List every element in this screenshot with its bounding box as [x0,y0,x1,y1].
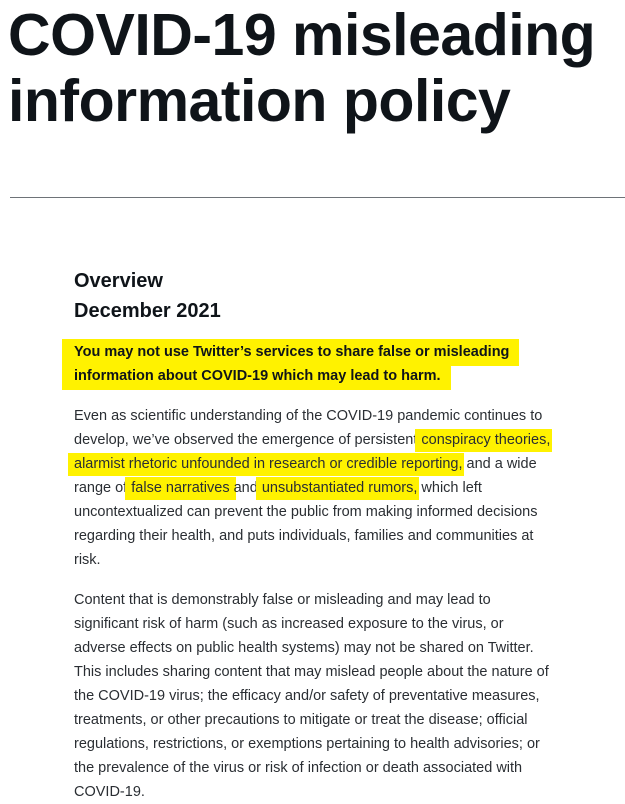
overview-heading [74,266,554,326]
overview-date: December 2021 [74,300,221,322]
policy-content [74,266,554,804]
paragraph-text: , which left uncontextualized can prevent the public from making informed decisions regarding their health, and puts individuals, families and communities at risk. [74,480,538,568]
highlighted-summary: You may not use Twitter’s services to share false or misleading information about COVID-19 which may lead to harm. [74,339,509,390]
highlight-unsubstantiated-rumors: unsubstantiated rumors [262,477,414,500]
highlight-false-narratives: false narratives [131,477,229,500]
highlight-alarmist-rhetoric: alarmist rhetoric unfounded in research or credible reporting [74,453,458,476]
policy-summary [74,340,569,388]
divider [10,197,625,198]
paragraph-narratives [74,404,554,572]
highlight-conspiracy-theories: conspiracy theories [421,429,546,452]
paragraph-text: Even as scientific understanding of the COVID-19 pandemic continues to develop, we’ve observed the emergence of persistent [74,408,543,448]
paragraph-text: and [229,480,262,496]
overview-title: Overview [74,270,163,292]
page-title: COVID-19 misleading information policy [8,2,596,134]
paragraph-text: , and a wide range of [74,456,537,496]
paragraph-text: , [546,432,551,448]
paragraph-content-rules: Content that is demonstrably false or misleading and may lead to significant risk of harm (such as increased exposure to the virus, or adverse effects on public health systems) may not be shared on Twitter. This includes sharing content that may mislead people about the nature of the COVID-19 virus; the efficacy and/or safety of preventative measures, treatments, or other precautions to mitigate or treat the disease; official regulations, restrictions, or exemptions pertaining to health advisories; or the prevalence of the virus or risk of infection or death associated with COVID-19. [74,592,549,800]
